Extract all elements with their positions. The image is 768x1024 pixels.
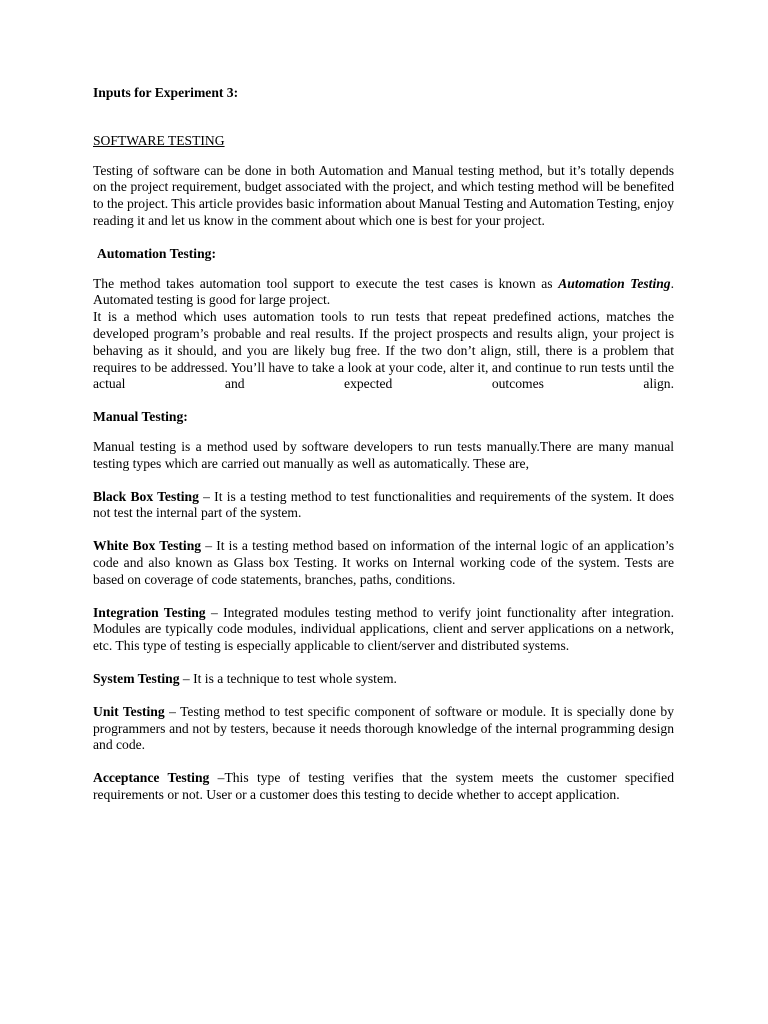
- testing-type-black-box: [93, 489, 674, 523]
- testing-type-term: Black Box Testing: [93, 488, 199, 504]
- automation-paragraph-1: [93, 276, 674, 310]
- manual-heading: Manual Testing:: [93, 409, 188, 425]
- automation-paragraph-2: It is a method which uses automation tools to run tests that repeat predefined actions, matches the developed program’s probable and real results. If the project prospects and results align, your project is behaving as it should, and you are likely bug free. If the two don’t align, still, there is a problem that requires to be addressed. You’ll have to take a look at your code, alter it, and continue to run tests until the actual and expected outcomes align.: [93, 309, 674, 392]
- testing-type-term: Integration Testing: [93, 604, 206, 620]
- testing-type-integration: [93, 605, 674, 655]
- testing-type-text: – It is a testing method to test functionalities and requirements of the system. It does not test the internal part of the system.: [93, 488, 674, 521]
- testing-type-unit: [93, 704, 674, 754]
- testing-type-term: White Box Testing: [93, 538, 202, 554]
- testing-type-term: Acceptance Testing: [93, 770, 210, 786]
- testing-type-text: – Testing method to test specific component of software or module. It is specially done by programmers and not by testers, because it needs thorough knowledge of the internal programming design and code.: [93, 703, 674, 753]
- intro-paragraph: Testing of software can be done in both Automation and Manual testing method, but it’s totally depends on the project requirement, budget associated with the project, and which testing method will be benefited to the project. This article provides basic information about Manual Testing and Automation Testing, enjoy reading it and let us know in the comment about which one is best for your project.: [93, 162, 675, 228]
- testing-type-text: –This type of testing verifies that the system meets the customer specified requirements or not. User or a customer does this testing to decide whether to accept application.: [93, 770, 674, 802]
- testing-type-term: Unit Testing: [93, 703, 165, 719]
- document-page: [93, 85, 674, 820]
- testing-type-acceptance: [93, 770, 674, 804]
- testing-type-text: – Integrated modules testing method to verify joint functionality after integration. Modules are typically code modules, individual applications, client and server applications on a network, etc. This type of testing is especially applicable to client/server and distributed systems.: [93, 604, 675, 654]
- testing-type-term: System Testing: [93, 670, 180, 686]
- automation-p1-text: The method takes automation tool support to execute the test cases is known as: [93, 275, 559, 291]
- testing-type-white-box: [93, 538, 674, 588]
- automation-heading: Automation Testing:: [97, 245, 216, 261]
- testing-type-text: – It is a testing method based on information of the internal logic of an application’s code and also known as Glass box Testing. It works on Internal working code of the system. Tests are based on coverage of code statements, branches, paths, conditions.: [93, 538, 674, 587]
- section-title: SOFTWARE TESTING: [93, 132, 225, 148]
- automation-p1-after: . Automated testing is good for large project.: [93, 275, 674, 308]
- manual-intro-paragraph: Manual testing is a method used by software developers to run tests manually.There are many manual testing types which are carried out manually as well as automatically. These are,: [93, 438, 674, 471]
- experiment-title: Inputs for Experiment 3:: [93, 85, 239, 100]
- automation-emphasis: Automation Testing: [558, 275, 671, 291]
- testing-type-system: [93, 671, 674, 688]
- testing-type-text: – It is a technique to test whole system.: [179, 670, 397, 686]
